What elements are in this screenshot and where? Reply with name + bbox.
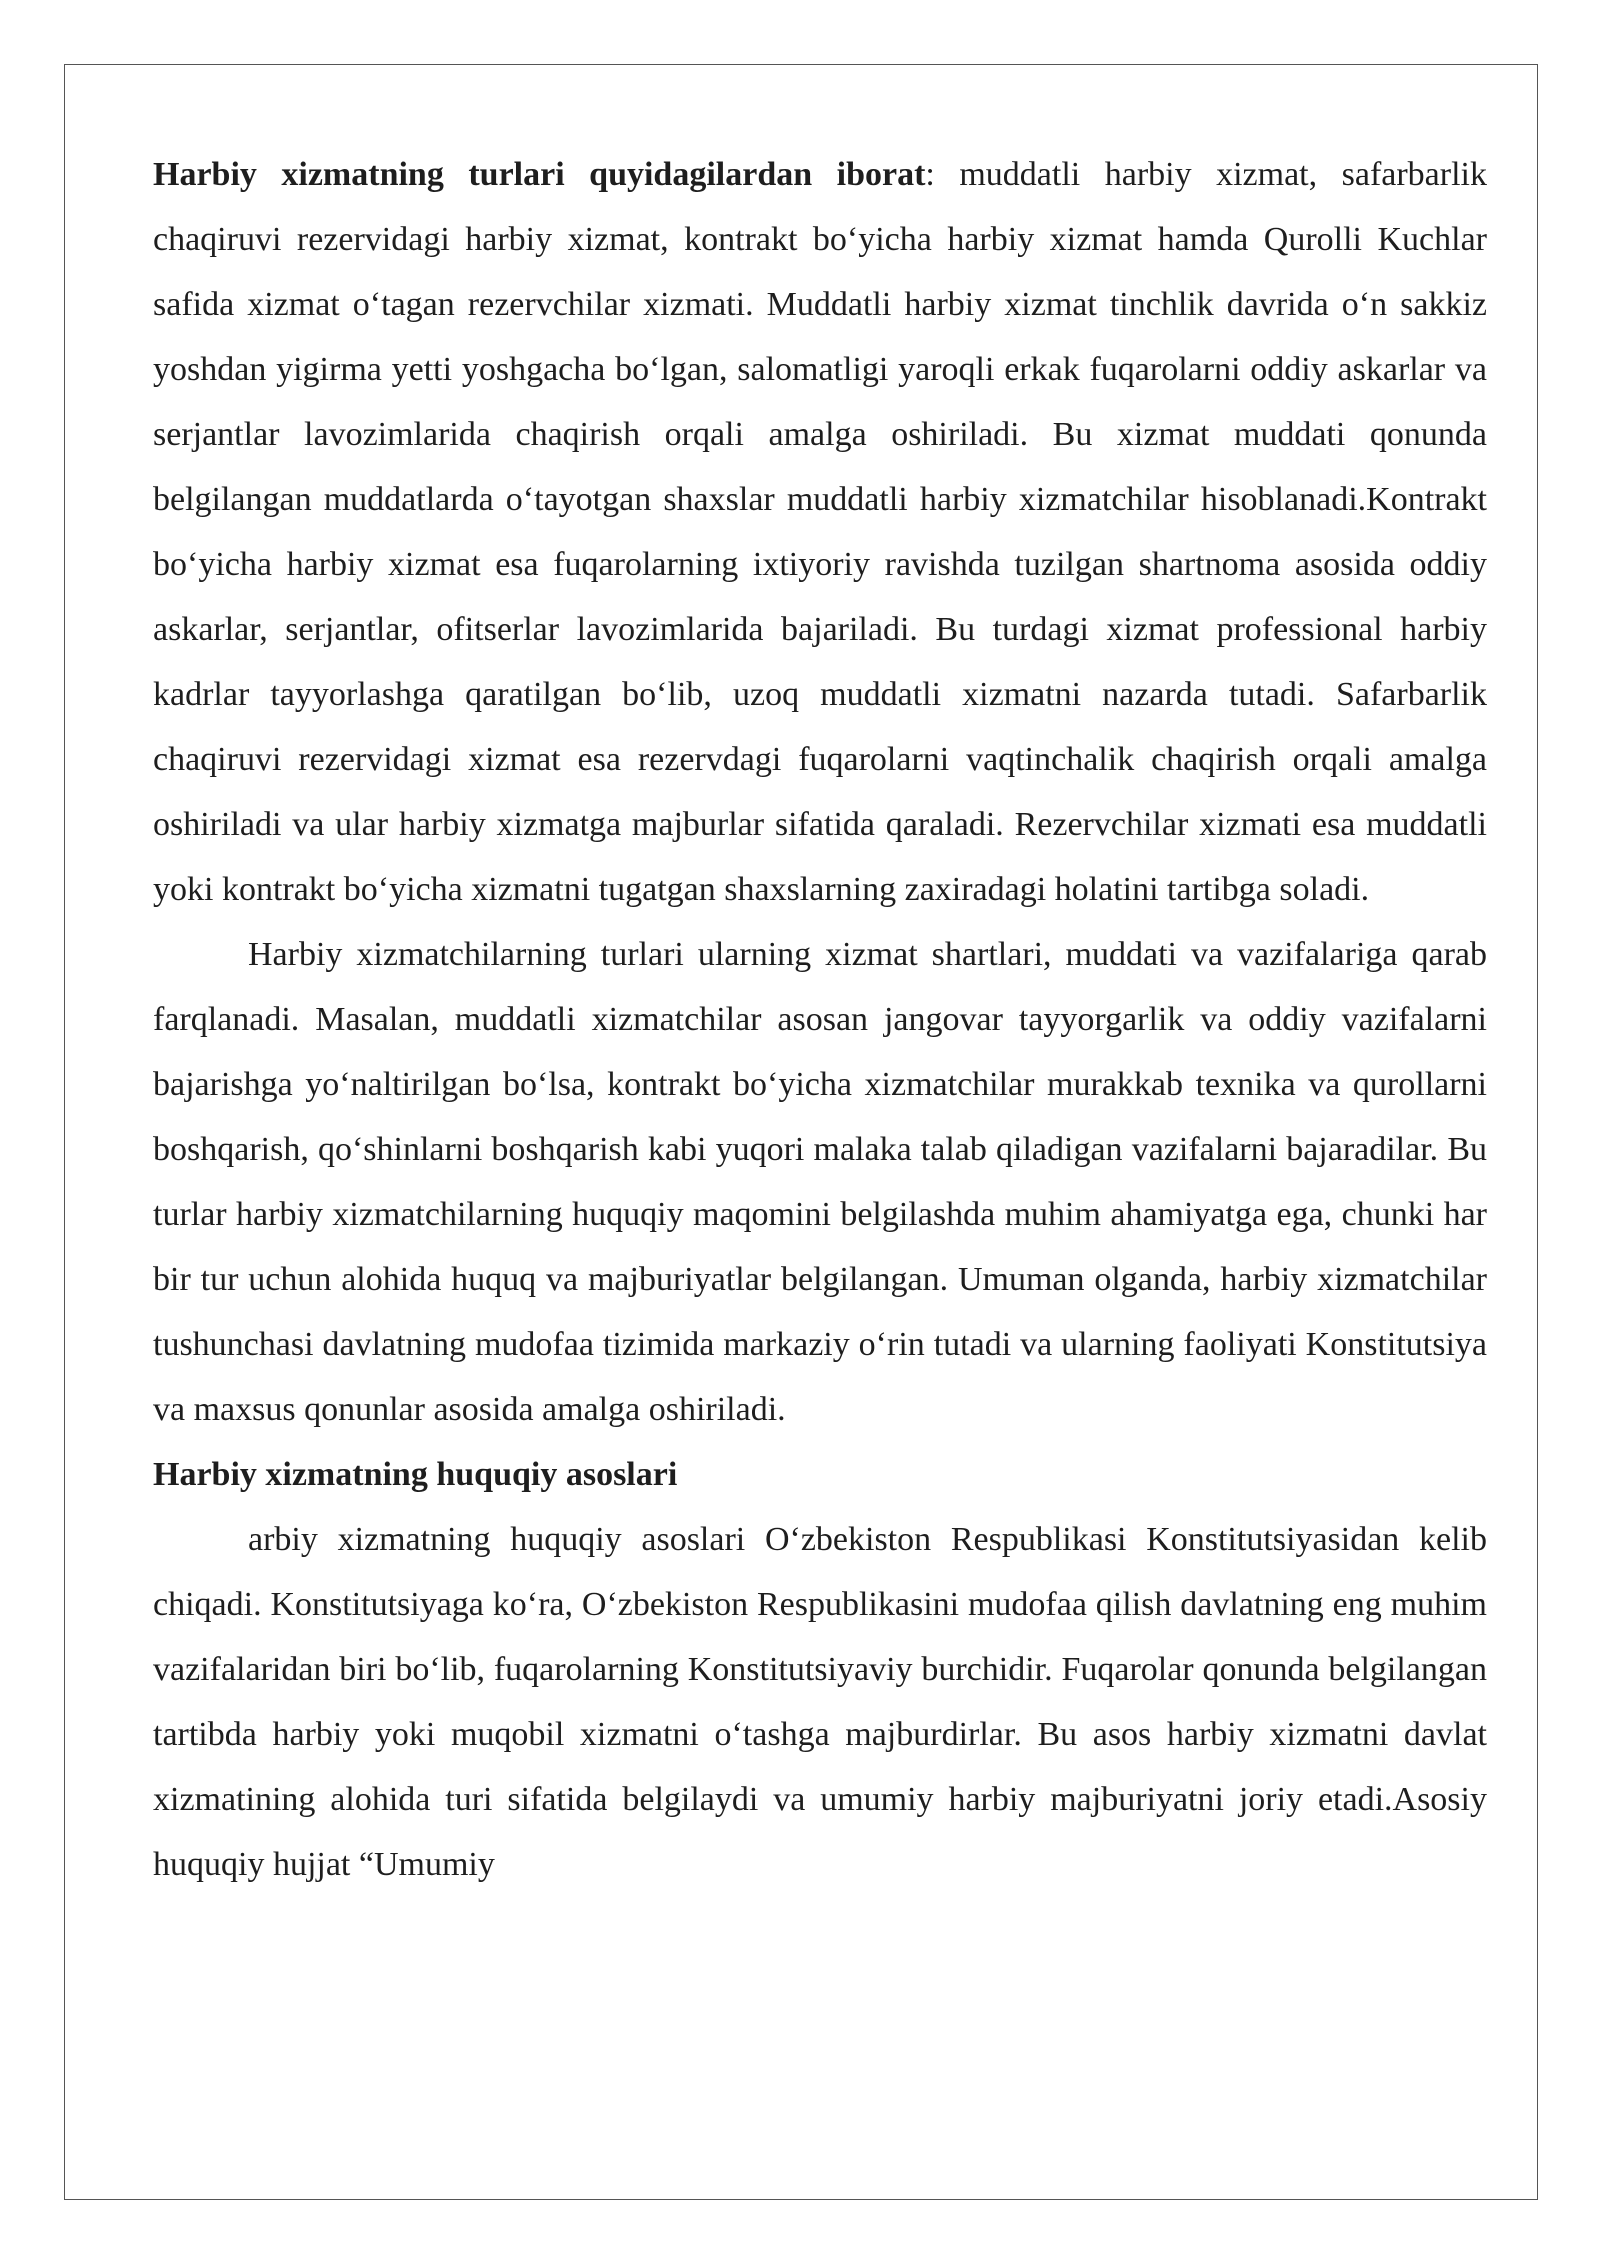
paragraph-lead-bold: Harbiy xizmatning turlari quyidagilardan iborat	[153, 156, 926, 193]
document-body	[153, 142, 1487, 1897]
paragraph-legal-basis: arbiy xizmatning huquqiy asoslari O‘zbekiston Respublikasi Konstitutsiyasidan kelib chiqadi. Konstitutsiyaga ko‘ra, O‘zbekiston Respublikasini mudofaa qilish davlatning eng muhim vazifalaridan biri bo‘lib, fuqarolarning Konstitutsiyaviy burchidir. Fuqarolar qonunda belgilangan tartibda harbiy yoki muqobil xizmatni o‘tashga majburdirlar. Bu asos harbiy xizmatni davlat xizmatining alohida turi sifatida belgilaydi va umumiy harbiy majburiyatni joriy etadi.Asosiy huquqiy hujjat “Umumiy	[153, 1521, 1487, 1883]
section-heading-legal-basis: Harbiy xizmatning huquqiy asoslari	[153, 1456, 678, 1493]
paragraph-military-service-types	[153, 142, 1487, 922]
paragraph-serviceman-types: Harbiy xizmatchilarning turlari ularning xizmat shartlari, muddati va vazifalariga qarab farqlanadi. Masalan, muddatli xizmatchilar asosan jangovar tayyorgarlik va oddiy vazifalarni bajarishga yo‘naltirilgan bo‘lsa, kontrakt bo‘yicha xizmatchilar murakkab texnika va qurollarni boshqarish, qo‘shinlarni boshqarish kabi yuqori malaka talab qiladigan vazifalarni bajaradilar. Bu turlar harbiy xizmatchilarning huquqiy maqomini belgilashda muhim ahamiyatga ega, chunki har bir tur uchun alohida huquq va majburiyatlar belgilangan. Umuman olganda, harbiy xizmatchilar tushunchasi davlatning mudofaa tizimida markaziy o‘rin tutadi va ularning faoliyati Konstitutsiya va maxsus qonunlar asosida amalga oshiriladi.	[153, 936, 1487, 1428]
paragraph-text: : muddatli harbiy xizmat, safarbarlik chaqiruvi rezervidagi harbiy xizmat, kontrakt bo‘yicha harbiy xizmat hamda Qurolli Kuchlar safida xizmat o‘tagan rezervchilar xizmati. Muddatli harbiy xizmat tinchlik davrida o‘n sakkiz yoshdan yigirma yetti yoshgacha bo‘lgan, salomatligi yaroqli erkak fuqarolarni oddiy askarlar va serjantlar lavozimlarida chaqirish orqali amalga oshiriladi. Bu xizmat muddati qonunda belgilangan muddatlarda o‘tayotgan shaxslar muddatli harbiy xizmatchilar hisoblanadi.Kontrakt bo‘yicha harbiy xizmat esa fuqarolarning ixtiyoriy ravishda tuzilgan shartnoma asosida oddiy askarlar, serjantlar, ofitserlar lavozimlarida bajariladi. Bu turdagi xizmat professional harbiy kadrlar tayyorlashga qaratilgan bo‘lib, uzoq muddatli xizmatni nazarda tutadi. Safarbarlik chaqiruvi rezervidagi xizmat esa rezervdagi fuqarolarni vaqtinchalik chaqirish orqali amalga oshiriladi va ular harbiy xizmatga majburlar sifatida qaraladi. Rezervchilar xizmati esa muddatli yoki kontrakt bo‘yicha xizmatni tugatgan shaxslarning zaxiradagi holatini tartibga soladi.	[153, 156, 1487, 908]
